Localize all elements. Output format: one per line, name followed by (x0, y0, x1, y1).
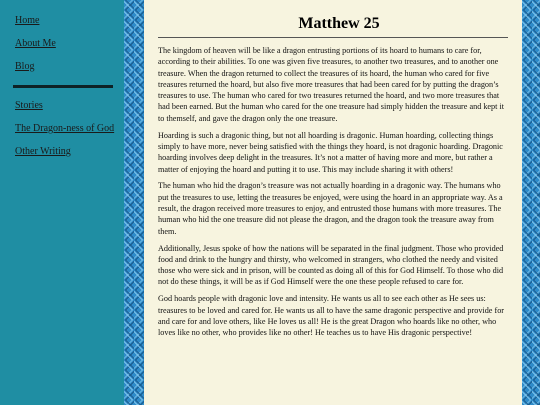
nav-link-about-me[interactable]: About Me (15, 38, 56, 49)
decorative-border-right (522, 0, 540, 405)
nav-link-other-writing[interactable]: Other Writing (15, 146, 71, 157)
decorative-border-left (124, 0, 144, 405)
article-paragraph: Hoarding is such a dragonic thing, but not all hoarding is dragonic. Human hoarding, collecting things simply to have more, never being satisfied with the things they hoard, is not dragonic hoarding. Dragonic hoarding involves deep delight in the treasures. It’s not a matter of having more and more, but rather a matter of enjoying the hoard and putting it to use. This may include sharing it with others! (158, 130, 503, 174)
nav-link-dragon-ness-of-god[interactable]: The Dragon-ness of God (15, 123, 115, 134)
article-paragraph: Additionally, Jesus spoke of how the nations will be separated in the final judgment. Those who provided food and drink to the hungry and thirsty, who welcomed in strangers, who clothed the needy and visited those who were sick and in prison, will be counted as doing all of this for God Himself. To those who did not do these things, it will be as if God Himself were the one these people refused to care for. (158, 243, 504, 287)
article-paragraph: God hoards people with dragonic love and intensity. He wants us all to see each other as He sees us: treasures to be loved and cared for. He wants us all to have the same dragonic perspective and provide for and care for and love others, like He loves us all! He is the great Dragon who hoards like no other, who loves like no other, who provides like no other! He teaches us to have His dragonic perspective! (158, 294, 505, 338)
title-rule (158, 37, 508, 38)
article-panel (144, 0, 522, 405)
nav-link-home[interactable]: Home (15, 15, 40, 26)
article-paragraph: The human who hid the dragon’s treasure was not actually hoarding in a dragonic way. The humans who put the treasures to use, letting the treasures be enjoyed, were using the hoard in an appropriate way. As a result, the dragon received more treasures to enjoy, and entrusted those humans with more treasures. The human who hid the one treasure did not please the dragon, and the dragon took the treasure away from them. (158, 181, 503, 236)
sidebar-nav (0, 0, 124, 405)
page-title: Matthew 25 (298, 15, 380, 32)
article-paragraph: The kingdom of heaven will be like a dragon entrusting portions of its hoard to humans to care for, according to their abilities. To one was given five treasures, to another two treasures, and to another one treasure. When the dragon returned to collect the treasures of its hoard, the human who cared for five treasures returned the hoard, but also five more treasures that had been cared for by putting the dragon’s treasures to use. The human who cared for two treasures returned the hoard, and two more treasures that had been earned. But the human who cared for the one treasure had simply hidden the treasure and kept it to themself, and gave the dragon only the one treasure. (158, 46, 505, 123)
nav-link-stories[interactable]: Stories (15, 100, 43, 111)
nav-link-blog[interactable]: Blog (15, 61, 35, 72)
nav-divider (13, 85, 113, 88)
article-body (158, 45, 508, 339)
